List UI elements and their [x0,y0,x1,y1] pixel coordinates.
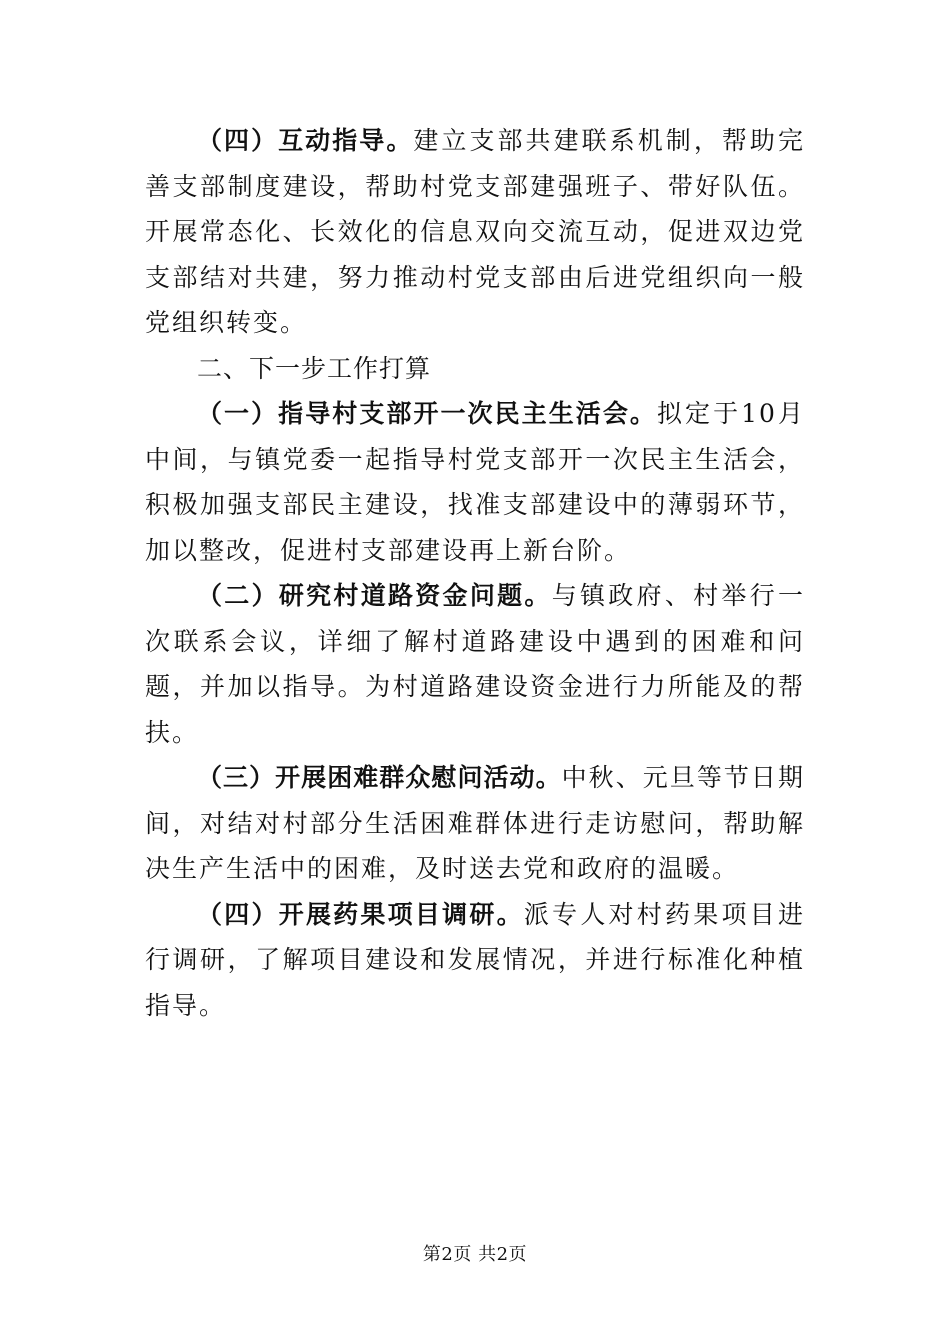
paragraph-text: 与镇政府、村举行一次联系会议，详细了解村道路建设中遇到的困难和问题，并加以指导。为村道路建设资金进行力所能及的帮扶。 [145,581,805,747]
paragraph-interactive-guidance [145,118,805,346]
document-body [145,118,805,1028]
paragraph-lead: （二）研究村道路资金问题。 [197,581,552,610]
paragraph-road-funding [145,573,805,755]
paragraph-lead: （一）指导村支部开一次民主生活会。 [197,399,657,428]
paragraph-democratic-meeting [145,391,805,573]
paragraph-lead: （三）开展困难群众慰问活动。 [197,763,562,792]
paragraph-text: 拟定于10月中间，与镇党委一起指导村党支部开一次民主生活会，积极加强支部民主建设，找准支部建设中的薄弱环节，加以整改，促进村支部建设再上新台阶。 [145,399,805,565]
page-footer [0,1240,950,1266]
paragraph-text: 中秋、元旦等节日期间，对结对村部分生活困难群体进行走访慰问，帮助解决生产生活中的困难，及时送去党和政府的温暖。 [145,763,805,883]
paragraph-text: 派专人对村药果项目进行调研，了解项目建设和发展情况，并进行标准化种植指导。 [145,899,805,1020]
paragraph-lead: （四）开展药果项目调研。 [197,899,524,929]
section-heading-next-steps [145,346,805,392]
section-heading-text: 二、下一步工作打算 [197,353,432,383]
paragraph-fruit-project-research [145,892,805,1029]
paragraph-lead: （四）互动指导。 [197,126,414,155]
page-number-label: 第2页 共2页 [422,1244,528,1265]
paragraph-condolence-visits [145,755,805,892]
paragraph-text: 建立支部共建联系机制，帮助完善支部制度建设，帮助村党支部建强班子、带好队伍。开展常态化、长效化的信息双向交流互动，促进双边党支部结对共建，努力推动村党支部由后进党组织向一般党组织转变。 [145,126,805,337]
